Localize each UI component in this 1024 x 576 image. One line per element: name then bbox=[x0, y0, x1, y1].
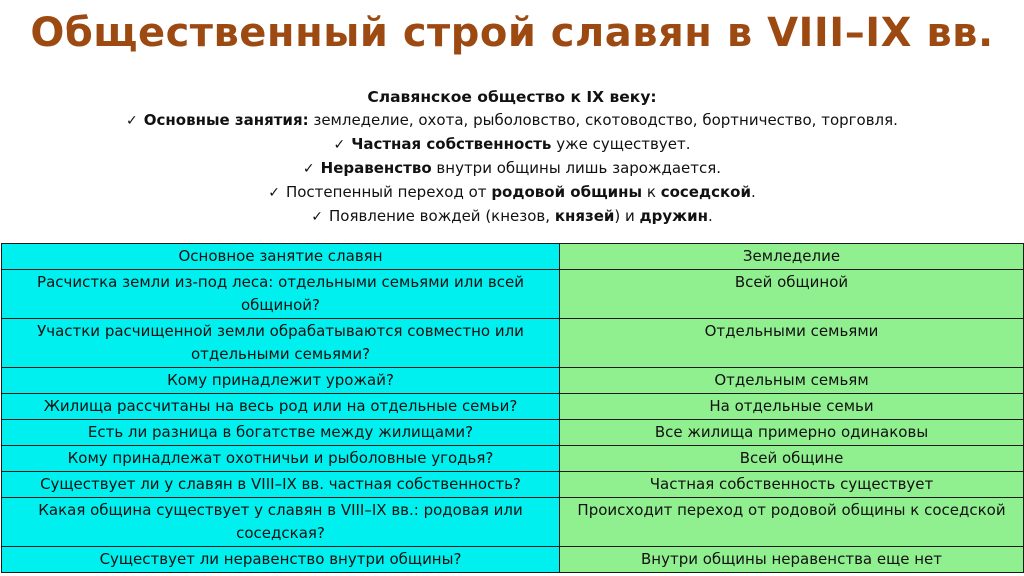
question-cell: Кому принадлежат охотничьи и рыболовные угодья? bbox=[2, 446, 560, 472]
answer-cell: Происходит переход от родовой общины к соседской bbox=[560, 498, 1024, 547]
intro-block bbox=[0, 86, 1024, 229]
table-row bbox=[2, 244, 1024, 270]
table-row bbox=[2, 420, 1024, 446]
intro-text: земледелие, охота, рыболовство, скотоводство, бортничество, торговля. bbox=[308, 111, 898, 129]
table-row bbox=[2, 547, 1024, 573]
table-row bbox=[2, 270, 1024, 319]
slide-title: Общественный строй славян в VIII–IX вв. bbox=[30, 10, 994, 56]
intro-bold: дружин bbox=[639, 207, 708, 225]
checkmark-icon: ✓ bbox=[126, 113, 138, 129]
question-cell: Существует ли у славян в VIII–IX вв. частная собственность? bbox=[2, 472, 560, 498]
table-row bbox=[2, 368, 1024, 394]
answer-cell: Внутри общины неравенства еще нет bbox=[560, 547, 1024, 573]
answer-cell: Все жилища примерно одинаковы bbox=[560, 420, 1024, 446]
intro-text: Постепенный переход от bbox=[285, 183, 492, 201]
table-row bbox=[2, 498, 1024, 547]
question-cell: Участки расчищенной земли обрабатываются совместно или отдельными семьями? bbox=[2, 319, 560, 368]
intro-line-inequality bbox=[0, 157, 1024, 181]
intro-bold: Неравенство bbox=[320, 159, 432, 177]
question-cell: Кому принадлежит урожай? bbox=[2, 368, 560, 394]
checkmark-icon: ✓ bbox=[302, 161, 315, 177]
question-cell: Существует ли неравенство внутри общины? bbox=[2, 547, 560, 573]
intro-bold: Основные занятия: bbox=[143, 111, 309, 129]
table-row bbox=[2, 446, 1024, 472]
question-cell: Какая община существует у славян в VIII–IX вв.: родовая или соседская? bbox=[2, 498, 560, 547]
question-cell: Расчистка земли из-под леса: отдельными семьями или всей общиной? bbox=[2, 270, 560, 319]
intro-line-private-property bbox=[0, 133, 1024, 157]
intro-text: внутри общины лишь зарождается. bbox=[431, 159, 722, 177]
intro-text: Появление вождей (кнезов, bbox=[328, 207, 555, 225]
checkmark-icon: ✓ bbox=[268, 185, 280, 201]
intro-text: . bbox=[707, 207, 713, 225]
intro-line-occupations bbox=[0, 109, 1024, 133]
table-row bbox=[2, 319, 1024, 368]
intro-bold: родовой общины bbox=[491, 183, 643, 201]
intro-heading: Славянское общество к IX веку: bbox=[367, 88, 657, 106]
answer-cell: Всей общиной bbox=[560, 270, 1024, 319]
intro-text: ) и bbox=[614, 207, 640, 225]
answer-cell: На отдельные семьи bbox=[560, 394, 1024, 420]
answer-cell: Всей общине bbox=[560, 446, 1024, 472]
checkmark-icon: ✓ bbox=[311, 209, 323, 225]
table-row bbox=[2, 394, 1024, 420]
intro-line-community-transition bbox=[0, 181, 1024, 205]
qa-table bbox=[1, 243, 1024, 573]
question-cell: Жилища рассчитаны на весь род или на отдельные семьи? bbox=[2, 394, 560, 420]
answer-cell: Отдельными семьями bbox=[560, 319, 1024, 368]
question-cell: Основное занятие славян bbox=[2, 244, 560, 270]
intro-text: уже существует. bbox=[551, 135, 691, 153]
intro-bold: князей bbox=[554, 207, 615, 225]
intro-text: . bbox=[750, 183, 756, 201]
intro-line-leaders bbox=[0, 205, 1024, 229]
table-row bbox=[2, 472, 1024, 498]
intro-text: к bbox=[642, 183, 661, 201]
intro-bold: Частная собственность bbox=[351, 135, 552, 153]
answer-cell: Земледелие bbox=[560, 244, 1024, 270]
checkmark-icon: ✓ bbox=[333, 137, 346, 153]
answer-cell: Отдельным семьям bbox=[560, 368, 1024, 394]
intro-bold: соседской bbox=[660, 183, 751, 201]
question-cell: Есть ли разница в богатстве между жилищами? bbox=[2, 420, 560, 446]
answer-cell: Частная собственность существует bbox=[560, 472, 1024, 498]
